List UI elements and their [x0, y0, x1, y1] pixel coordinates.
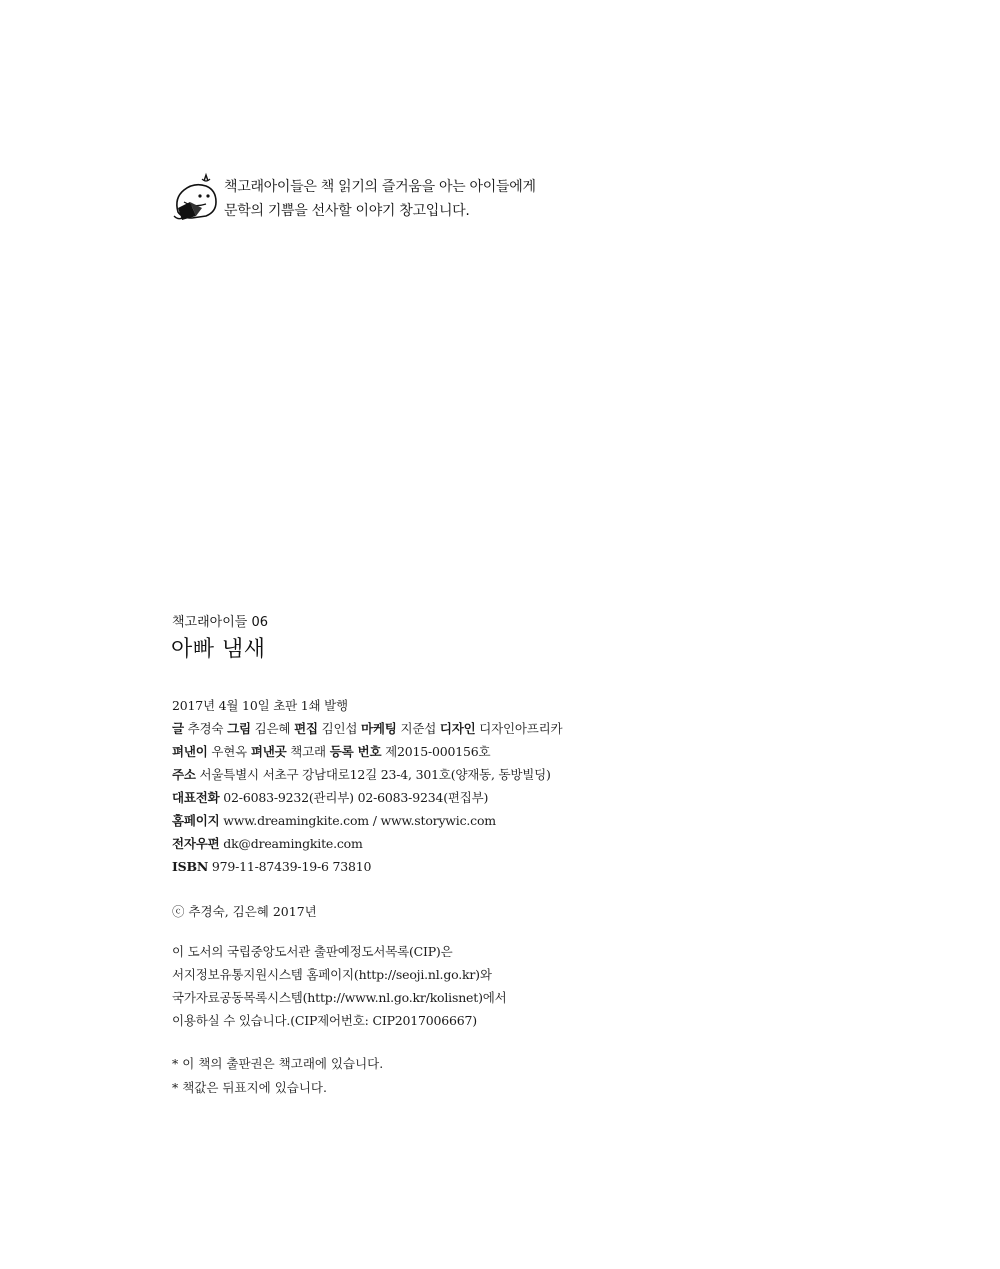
publisher-label: 펴낸이	[172, 744, 208, 759]
publisher-label: 펴낸곳	[250, 744, 287, 759]
phone-label: 대표전화	[172, 790, 220, 805]
publisher-value: 우현옥	[211, 744, 248, 759]
publisher-value: 제2015-000156호	[385, 744, 491, 759]
homepage-line	[172, 809, 562, 832]
book-title: 아빠 냄새	[171, 637, 266, 662]
whale-reading-book-icon	[172, 172, 222, 224]
credit-value: 김인섭	[321, 721, 358, 736]
phone-value: 02-6083-9232(관리부) 02-6083-9234(편집부)	[223, 790, 489, 805]
address-value: 서울특별시 서초구 강남대로12길 23-4, 301호(양재동, 동방빌딩)	[199, 767, 551, 782]
credit-value: 디자인아프리카	[479, 721, 563, 736]
series-label: 책고래아이들 06	[172, 615, 269, 630]
note-line: * 이 책의 출판권은 책고래에 있습니다.	[172, 1056, 384, 1071]
credit-label: 그림	[227, 721, 251, 736]
publisher-line	[172, 740, 562, 763]
note-line: * 책값은 뒤표지에 있습니다.	[172, 1080, 327, 1095]
isbn-value: 979-11-87439-19-6 73810	[211, 859, 372, 874]
credit-value: 추경숙	[187, 721, 224, 736]
cip-line: 이 도서의 국립중앙도서관 출판예정도서목록(CIP)은	[172, 944, 453, 959]
credit-value: 김은혜	[254, 721, 291, 736]
credit-label: 편집	[294, 721, 318, 736]
cip-line: 국가자료공동목록시스템(http://www.nl.go.kr/kolisnet)에서	[172, 990, 507, 1005]
credits-line	[172, 717, 562, 740]
notes-block	[172, 1052, 383, 1100]
email-label: 전자우편	[172, 836, 220, 851]
intro-line-1: 책고래아이들은 책 읽기의 즐거움을 아는 아이들에게	[224, 179, 536, 195]
publisher-label: 등록 번호	[329, 744, 382, 759]
address-label: 주소	[172, 767, 196, 782]
publisher-value: 책고래	[290, 744, 326, 759]
isbn-line	[172, 855, 562, 878]
email-line	[172, 832, 562, 855]
isbn-label: ISBN	[172, 859, 209, 874]
intro-line-2: 문학의 기쁨을 선사할 이야기 창고입니다.	[224, 203, 470, 219]
cip-line: 이용하실 수 있습니다.(CIP제어번호: CIP2017006667)	[172, 1013, 477, 1028]
homepage-value: www.dreamingkite.com / www.storywic.com	[223, 813, 496, 828]
copyright-line: ⓒ 추경숙, 김은혜 2017년	[172, 904, 317, 919]
address-line	[172, 763, 562, 786]
credit-label: 글	[172, 721, 184, 736]
homepage-label: 홈페이지	[172, 813, 220, 828]
cip-notice	[172, 940, 507, 1032]
intro-block	[172, 172, 652, 232]
edition-line: 2017년 4월 10일 초판 1쇄 발행	[172, 698, 348, 713]
credit-value: 지준섭	[400, 721, 437, 736]
credit-label: 디자인	[439, 721, 476, 736]
imprint-block	[172, 694, 562, 878]
email-value: dk@dreamingkite.com	[223, 836, 363, 851]
cip-line: 서지정보유통지원시스템 홈페이지(http://seoji.nl.go.kr)와	[172, 967, 492, 982]
credit-label: 마케팅	[361, 721, 397, 736]
phone-line	[172, 786, 562, 809]
